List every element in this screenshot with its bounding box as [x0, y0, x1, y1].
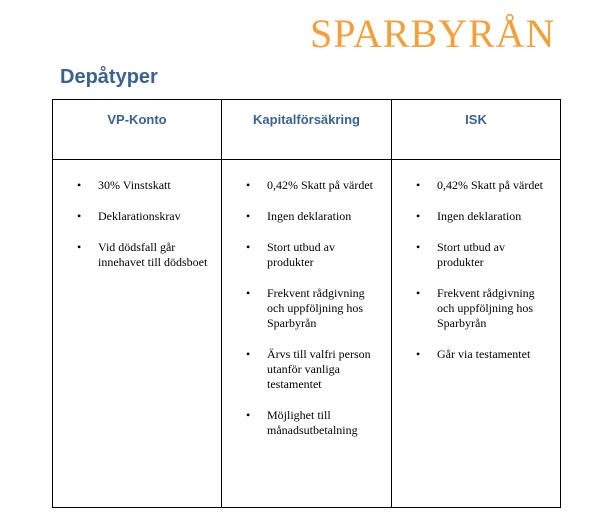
list-item-text: Frekvent rådgivning och uppföljning hos Sparbyrån [267, 286, 365, 330]
bullet-icon: • [246, 209, 251, 223]
list-item [222, 408, 381, 438]
bullet-icon: • [416, 178, 421, 192]
list-item-text: Deklarationskrav [98, 209, 181, 223]
list-item [392, 347, 550, 362]
column-header-kapitalforsakring: Kapitalförsäkring [222, 100, 392, 160]
bullet-icon: • [77, 240, 82, 254]
column-header-isk: ISK [392, 100, 561, 160]
list-item [392, 240, 550, 270]
list-item-text: Ingen deklaration [437, 209, 522, 223]
list-item [392, 178, 550, 193]
list-item [53, 209, 211, 224]
bullet-icon: • [77, 209, 82, 223]
list-item [222, 286, 381, 331]
feature-list-isk [392, 160, 560, 362]
list-item [53, 178, 211, 193]
bullet-icon: • [246, 286, 251, 300]
sparbyran-logo: SPARBYRÅN [310, 11, 556, 56]
list-item-text: 0,42% Skatt på värdet [267, 178, 373, 192]
feature-list-vp-konto [53, 160, 221, 270]
table-body-row [53, 160, 561, 508]
bullet-icon: • [416, 240, 421, 254]
list-item [222, 347, 381, 392]
column-header-vp-konto: VP-Konto [53, 100, 222, 160]
list-item [222, 240, 381, 270]
bullet-icon: • [246, 240, 251, 254]
list-item [222, 209, 381, 224]
list-item-text: Möjlighet till månadsutbetalning [267, 408, 358, 437]
list-item-text: 0,42% Skatt på värdet [437, 178, 543, 192]
bullet-icon: • [246, 347, 251, 361]
column-cell-vp-konto [53, 160, 222, 508]
bullet-icon: • [416, 347, 421, 361]
depot-types-table [52, 99, 561, 508]
page-title: Depåtyper [60, 66, 158, 88]
list-item [53, 240, 211, 270]
list-item-text: Ingen deklaration [267, 209, 352, 223]
list-item [392, 209, 550, 224]
list-item [222, 178, 381, 193]
list-item-text: Frekvent rådgivning och uppföljning hos Sparbyrån [437, 286, 535, 330]
list-item-text: 30% Vinstskatt [98, 178, 171, 192]
table-header-row [53, 100, 561, 160]
list-item-text: Går via testamentet [437, 347, 531, 361]
list-item-text: Vid dödsfall går innehavet till dödsboet [98, 240, 208, 269]
list-item-text: Ärvs till valfri person utanför vanliga testamentet [267, 347, 371, 391]
bullet-icon: • [77, 178, 82, 192]
bullet-icon: • [416, 209, 421, 223]
bullet-icon: • [246, 408, 251, 422]
feature-list-kapitalforsakring [222, 160, 391, 438]
list-item [392, 286, 550, 331]
bullet-icon: • [246, 178, 251, 192]
list-item-text: Stort utbud av produkter [437, 240, 505, 269]
list-item-text: Stort utbud av produkter [267, 240, 335, 269]
column-cell-isk [392, 160, 561, 508]
bullet-icon: • [416, 286, 421, 300]
column-cell-kapitalforsakring [222, 160, 392, 508]
